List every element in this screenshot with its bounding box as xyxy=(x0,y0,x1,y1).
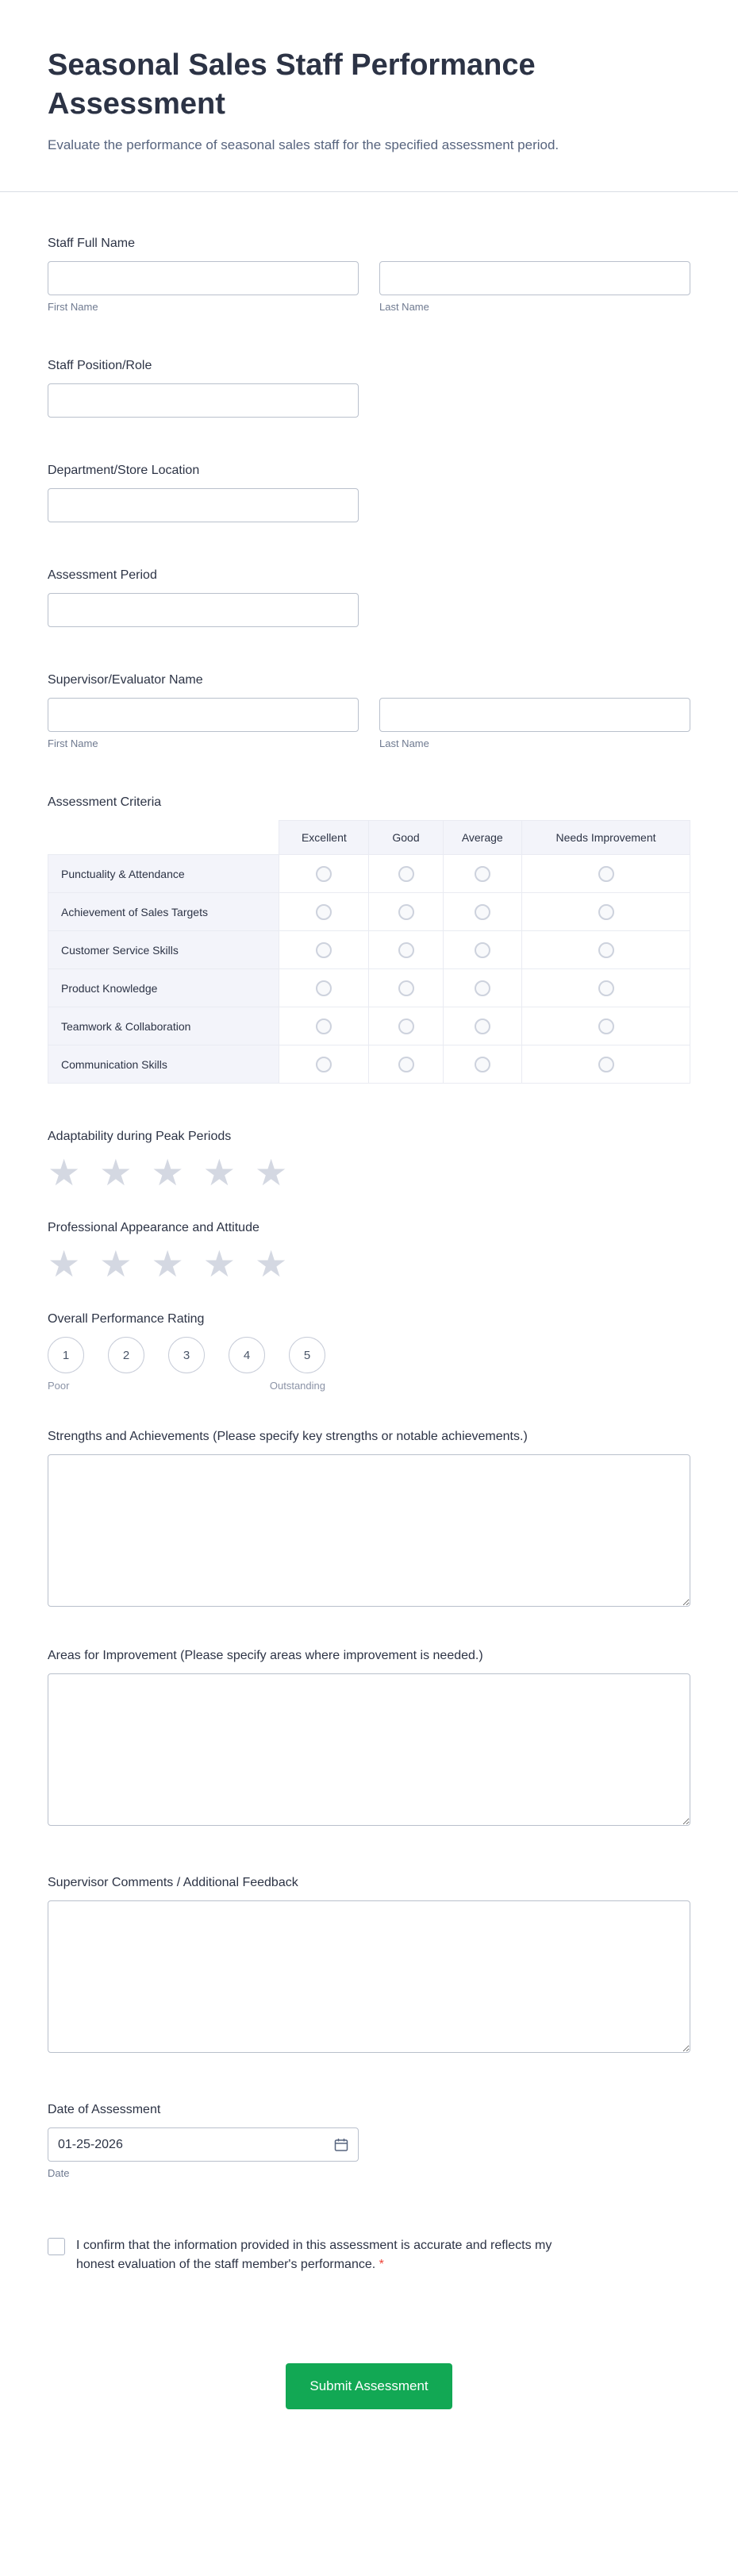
supervisor-name-label: Supervisor/Evaluator Name xyxy=(48,673,203,687)
column-header-needs-improvement: Needs Improvement xyxy=(522,821,690,855)
matrix-row-customer-service xyxy=(48,931,690,969)
radio-teamwork-excellent[interactable] xyxy=(316,1018,332,1034)
radio-product-knowledge-needs-improvement[interactable] xyxy=(598,980,614,996)
date-picker-button[interactable] xyxy=(333,2137,349,2153)
form-body xyxy=(0,192,738,2534)
department-input[interactable] xyxy=(48,488,359,522)
adaptability-star-rating xyxy=(48,1151,690,1195)
submit-button[interactable]: Submit Assessment xyxy=(286,2363,452,2409)
matrix-row-product-knowledge xyxy=(48,969,690,1007)
matrix-header-row xyxy=(48,821,690,855)
question-comments xyxy=(48,1876,690,2057)
radio-punctuality-good[interactable] xyxy=(398,866,414,882)
assessment-period-input[interactable] xyxy=(48,593,359,627)
assessment-criteria-table xyxy=(48,820,690,1084)
star-icon[interactable]: ★ xyxy=(48,1242,81,1286)
strengths-textarea[interactable] xyxy=(48,1454,690,1607)
radio-communication-excellent[interactable] xyxy=(316,1057,332,1072)
staff-first-name-input[interactable] xyxy=(48,261,359,295)
matrix-row-punctuality xyxy=(48,855,690,893)
staff-first-name-col xyxy=(48,261,359,313)
supervisor-last-name-sublabel: Last Name xyxy=(379,737,429,750)
matrix-row-communication xyxy=(48,1045,690,1084)
question-overall-rating xyxy=(48,1312,690,1392)
overall-rating-option-5[interactable]: 5 xyxy=(289,1337,325,1373)
form-header xyxy=(0,0,738,192)
improvement-textarea[interactable] xyxy=(48,1673,690,1826)
assessment-period-label: Assessment Period xyxy=(48,568,157,583)
matrix-corner-cell xyxy=(48,821,279,855)
radio-sales-targets-excellent[interactable] xyxy=(316,904,332,920)
question-position xyxy=(48,359,690,418)
assessment-criteria-label: Assessment Criteria xyxy=(48,795,162,810)
radio-customer-service-excellent[interactable] xyxy=(316,942,332,958)
staff-last-name-col xyxy=(379,261,690,313)
radio-communication-average[interactable] xyxy=(475,1057,490,1072)
question-adaptability xyxy=(48,1130,690,1195)
row-label-teamwork: Teamwork & Collaboration xyxy=(48,1007,279,1045)
staff-last-name-input[interactable] xyxy=(379,261,690,295)
question-department xyxy=(48,464,690,522)
radio-customer-service-good[interactable] xyxy=(398,942,414,958)
radio-punctuality-average[interactable] xyxy=(475,866,490,882)
radio-customer-service-needs-improvement[interactable] xyxy=(598,942,614,958)
overall-rating-option-1[interactable]: 1 xyxy=(48,1337,84,1373)
radio-product-knowledge-excellent[interactable] xyxy=(316,980,332,996)
department-label: Department/Store Location xyxy=(48,464,200,478)
star-icon[interactable]: ★ xyxy=(255,1151,288,1195)
confirmation-checkbox[interactable] xyxy=(48,2238,65,2255)
row-label-communication: Communication Skills xyxy=(48,1045,279,1084)
radio-punctuality-needs-improvement[interactable] xyxy=(598,866,614,882)
question-assessment-criteria xyxy=(48,795,690,1084)
staff-first-name-sublabel: First Name xyxy=(48,301,98,314)
star-icon[interactable]: ★ xyxy=(48,1151,81,1195)
scale-end-labels xyxy=(48,1380,325,1392)
row-label-product-knowledge: Product Knowledge xyxy=(48,969,279,1007)
supervisor-name-inputs xyxy=(48,698,690,749)
star-icon[interactable]: ★ xyxy=(99,1151,133,1195)
staff-name-inputs xyxy=(48,261,690,313)
question-appearance xyxy=(48,1221,690,1286)
overall-rating-label: Overall Performance Rating xyxy=(48,1312,205,1327)
star-icon[interactable]: ★ xyxy=(99,1242,133,1286)
star-icon[interactable]: ★ xyxy=(202,1151,236,1195)
supervisor-first-name-col xyxy=(48,698,359,749)
supervisor-first-name-input[interactable] xyxy=(48,698,359,732)
column-header-good: Good xyxy=(369,821,443,855)
star-icon[interactable]: ★ xyxy=(151,1242,184,1286)
row-label-sales-targets: Achievement of Sales Targets xyxy=(48,893,279,931)
date-field xyxy=(48,2127,359,2162)
radio-teamwork-good[interactable] xyxy=(398,1018,414,1034)
star-icon[interactable]: ★ xyxy=(151,1151,184,1195)
question-assessment-period xyxy=(48,568,690,627)
scale-min-label: Poor xyxy=(48,1380,70,1392)
radio-sales-targets-average[interactable] xyxy=(475,904,490,920)
form-subtitle: Evaluate the performance of seasonal sales staff for the specified assessment period. xyxy=(48,137,559,152)
date-input[interactable] xyxy=(48,2127,359,2162)
radio-sales-targets-good[interactable] xyxy=(398,904,414,920)
row-label-customer-service: Customer Service Skills xyxy=(48,931,279,969)
adaptability-label: Adaptability during Peak Periods xyxy=(48,1130,232,1144)
radio-punctuality-excellent[interactable] xyxy=(316,866,332,882)
radio-teamwork-average[interactable] xyxy=(475,1018,490,1034)
column-header-excellent: Excellent xyxy=(279,821,369,855)
column-header-average: Average xyxy=(443,821,522,855)
question-staff-full-name xyxy=(48,237,690,313)
supervisor-last-name-input[interactable] xyxy=(379,698,690,732)
row-label-punctuality: Punctuality & Attendance xyxy=(48,855,279,893)
radio-teamwork-needs-improvement[interactable] xyxy=(598,1018,614,1034)
matrix-row-sales-targets xyxy=(48,893,690,931)
question-assessment-date xyxy=(48,2103,690,2179)
staff-name-label: Staff Full Name xyxy=(48,237,135,251)
question-strengths xyxy=(48,1430,690,1611)
staff-last-name-sublabel: Last Name xyxy=(379,301,429,314)
position-label: Staff Position/Role xyxy=(48,359,152,373)
comments-textarea[interactable] xyxy=(48,1900,690,2053)
improvement-label: Areas for Improvement (Please specify areas where improvement is needed.) xyxy=(48,1649,483,1663)
question-improvement xyxy=(48,1649,690,1830)
overall-rating-option-2[interactable]: 2 xyxy=(108,1337,144,1373)
radio-product-knowledge-good[interactable] xyxy=(398,980,414,996)
appearance-star-rating xyxy=(48,1242,690,1286)
assessment-date-label: Date of Assessment xyxy=(48,2103,161,2117)
question-supervisor-name xyxy=(48,673,690,749)
radio-product-knowledge-average[interactable] xyxy=(475,980,490,996)
scale-options xyxy=(48,1337,325,1373)
overall-rating-option-3[interactable]: 3 xyxy=(168,1337,205,1373)
submit-row xyxy=(48,2363,690,2534)
supervisor-first-name-sublabel: First Name xyxy=(48,737,98,750)
confirmation-text xyxy=(76,2236,552,2274)
radio-communication-needs-improvement[interactable] xyxy=(598,1057,614,1072)
strengths-label: Strengths and Achievements (Please specify key strengths or notable achievements.) xyxy=(48,1430,528,1444)
scale-max-label: Outstanding xyxy=(269,1380,325,1392)
position-input[interactable] xyxy=(48,383,359,418)
confirmation-row xyxy=(48,2236,690,2274)
star-icon[interactable]: ★ xyxy=(202,1242,236,1286)
radio-customer-service-average[interactable] xyxy=(475,942,490,958)
supervisor-last-name-col xyxy=(379,698,690,749)
confirmation-statement: I confirm that the information provided in this assessment is accurate and reflects my honest evaluation of the staff member's performance. xyxy=(76,2239,552,2272)
calendar-icon xyxy=(333,2137,349,2153)
form-title: Seasonal Sales Staff Performance Assessment xyxy=(48,48,536,121)
comments-label: Supervisor Comments / Additional Feedback xyxy=(48,1876,298,1890)
radio-sales-targets-needs-improvement[interactable] xyxy=(598,904,614,920)
matrix-row-teamwork xyxy=(48,1007,690,1045)
overall-rating-scale xyxy=(48,1337,325,1392)
required-asterisk: * xyxy=(379,2258,384,2272)
date-sublabel: Date xyxy=(48,2167,70,2180)
overall-rating-option-4[interactable]: 4 xyxy=(229,1337,265,1373)
star-icon[interactable]: ★ xyxy=(255,1242,288,1286)
appearance-label: Professional Appearance and Attitude xyxy=(48,1221,259,1235)
radio-communication-good[interactable] xyxy=(398,1057,414,1072)
